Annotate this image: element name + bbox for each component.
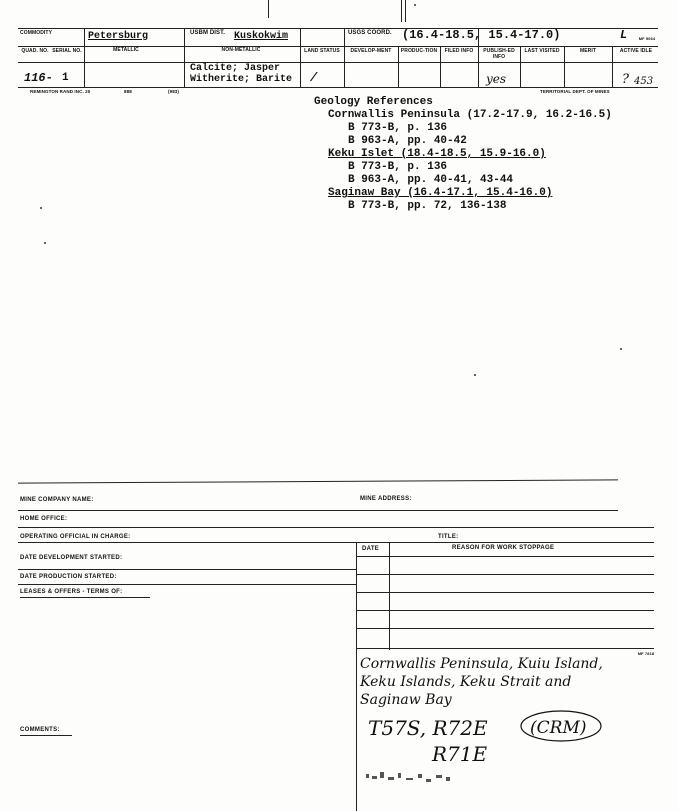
handwritten-line: Cornwallis Peninsula, Kuiu Island, [360,656,603,672]
rule [18,569,356,570]
printer-note: REMINGTON RAND INC. 20 [30,89,91,94]
speck [40,207,42,209]
quad-label: QUAD. NO. [21,48,49,54]
circled-note [518,708,604,744]
rule [18,584,356,585]
geology-place: Saginaw Bay (16.4-17.1, 15.4-16.0) [328,187,553,199]
production-label: PRODUC-TION [400,48,438,54]
rule [356,592,654,593]
dept-label: TERRITORIAL DEPT. OF MINES [540,89,610,94]
mark [414,4,416,6]
handwritten-line: Saginaw Bay [360,692,452,708]
title-label: TITLE: [438,534,459,540]
published-info-label: PUBLISH-ED INFO [483,48,515,60]
serial-label: SERIAL NO. [52,48,82,54]
geology-ref: B 773-B, p. 136 [348,161,448,173]
rule [356,574,654,575]
commodity-label: COMMODITY [20,30,53,36]
home-office-label: HOME OFFICE: [20,516,68,522]
coord-value: (16.4-18.5, 15.4-17.0) [402,28,561,42]
district-label: USBM DIST. [190,30,226,36]
geology-ref: B 773-B, p. 136 [348,122,448,134]
speck [620,348,622,350]
smudge-mark [362,768,462,790]
coord-label: USGS COORD. [348,30,392,36]
serial-value: 1 [62,72,69,84]
rule [18,62,658,63]
col [356,650,357,811]
col [612,46,613,87]
col [300,28,301,87]
rule [18,510,618,511]
rule [18,479,618,483]
col [398,46,399,87]
date-label: DATE [362,546,380,552]
speck [44,242,46,244]
page-small: MF 5664 [638,36,656,41]
dev-started-label: DATE DEVELOPMENT STARTED: [20,555,123,561]
official-label: OPERATING OFFICIAL IN CHARGE: [20,534,131,540]
nonmetallic-label: NON-METALLIC [221,47,261,53]
top-divider [268,0,269,18]
quad-value: 116- [24,71,53,85]
published-value: yes [486,72,507,86]
filed-info-label: FILED INFO [444,48,474,54]
col [389,542,390,650]
col [520,46,521,87]
rule [20,735,72,736]
top-divider-2 [401,0,402,22]
reason-label: REASON FOR WORK STOPPAGE [452,545,555,551]
comments-label: COMMENTS: [20,727,60,733]
rule [18,28,658,29]
handwritten-line: Keku Islands, Keku Strait and [360,674,572,690]
handwritten-line: R71E [432,742,488,766]
printer-code-2: (983) [168,89,180,94]
col [440,46,441,87]
name-value: Petersburg [88,31,149,42]
mine-company-label: MINE COMPANY NAME: [20,497,94,503]
geology-place: Keku Islet (18.4-18.5, 15.9-16.0) [328,148,546,160]
development-label: DEVELOP-MENT [350,48,392,54]
printer-code: 888 [124,89,132,94]
col [344,28,345,87]
geology-ref: B 773-B, pp. 72, 136-138 [348,200,507,212]
active-value-2: 453 [634,76,654,87]
geology-place: Cornwallis Peninsula (17.2-17.9, 16.2-16.5) [328,109,612,121]
merit-label: MERIT [579,48,597,54]
rule [18,542,654,543]
handwritten-line: (CRM) [530,718,587,738]
geology-ref: B 963-A, pp. 40-41, 43-44 [348,174,514,186]
handwritten-line: T57S, R72E [368,716,488,740]
minerals-value: Calcite; Jasper Witherite; Barite [190,63,293,85]
col [564,46,565,87]
land-status-label: LAND STATUS [304,48,340,54]
form-code: MF 7818 [637,651,655,656]
rule [356,648,654,649]
rule [356,610,654,611]
rule [356,628,654,629]
page-mark: L [620,28,628,42]
col [84,28,85,87]
metallic-label: METALLIC [113,47,139,53]
active-value: ? [622,72,629,87]
top-divider-3 [405,0,406,22]
leases-label: LEASES & OFFERS - TERMS OF: [20,589,123,595]
land-status-value: / [310,71,318,85]
rule [20,597,150,598]
rule [356,556,654,557]
speck [474,374,476,376]
rule [18,527,654,528]
col [356,542,357,650]
col [184,28,185,87]
mine-address-label: MINE ADDRESS: [360,496,412,502]
prod-started-label: DATE PRODUCTION STARTED: [20,574,117,580]
geology-heading: Geology References [314,96,433,108]
rule [18,87,658,88]
geology-ref: B 963-A, pp. 40-42 [348,135,467,147]
active-idle-label: ACTIVE IDLE [619,48,653,54]
district-value: Kuskokwim [234,31,289,42]
last-visited-label: LAST VISITED [524,48,560,54]
